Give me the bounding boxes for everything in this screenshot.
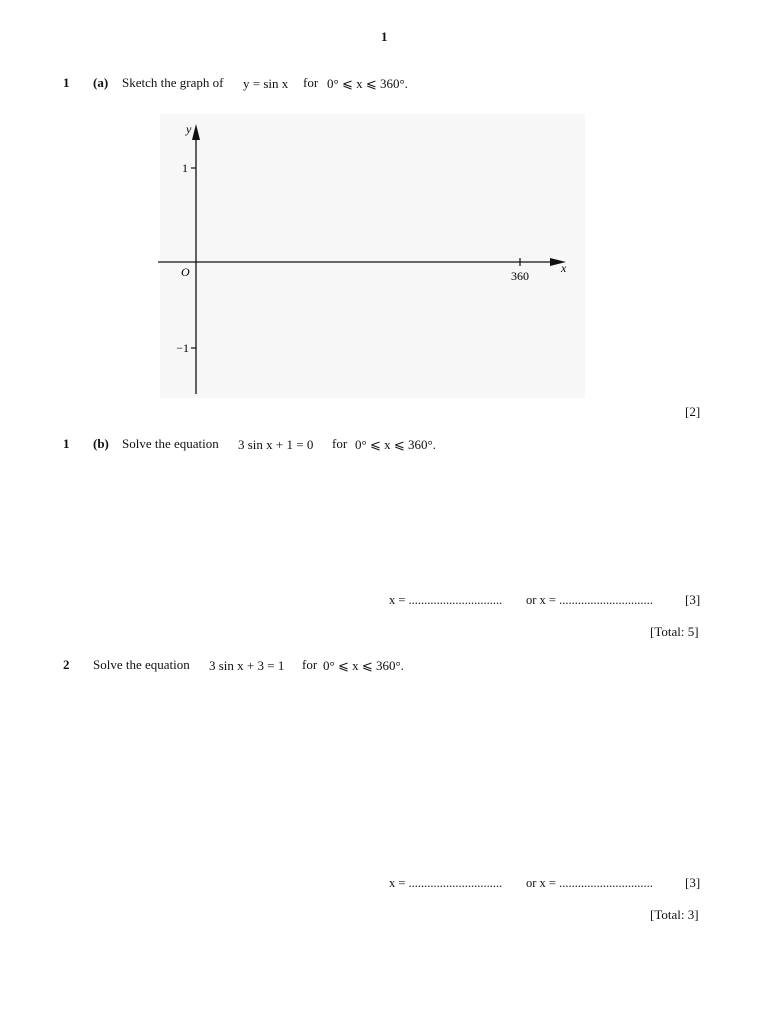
q1b-domain: 0° ⩽ x ⩽ 360°. (355, 437, 436, 452)
q1a-number: 1 (63, 75, 70, 90)
q2-answer-x[interactable]: x = .............................. (389, 876, 503, 890)
q1b-for: for (332, 436, 348, 451)
page-number: 1 (381, 29, 388, 44)
q2-marks: [3] (685, 875, 701, 890)
y-axis-label: y (186, 122, 192, 136)
q1a-marks: [2] (685, 404, 701, 419)
q1a-graph (150, 110, 590, 402)
q2-number: 2 (63, 657, 70, 672)
q2-answer-or-x[interactable]: or x = .............................. (526, 876, 653, 890)
q1b-marks: [3] (685, 592, 701, 607)
y-tick-label-minus-1: −1 (176, 341, 189, 355)
q2-total: [Total: 3] (650, 907, 699, 922)
graph-background (160, 114, 585, 398)
y-tick-label-1: 1 (182, 161, 188, 175)
q1b-text: Solve the equation (122, 436, 219, 451)
x-tick-label-360: 360 (511, 269, 529, 283)
x-axis-label: x (561, 261, 567, 275)
q1a-text: Sketch the graph of (122, 75, 224, 90)
q2-text: Solve the equation (93, 657, 190, 672)
q1-total: [Total: 5] (650, 624, 699, 639)
origin-label: O (181, 265, 190, 279)
q1a-for: for (303, 75, 319, 90)
q1a-part: (a) (93, 75, 109, 90)
q2-for: for (302, 657, 318, 672)
q2-equation: 3 sin x + 3 = 1 (209, 658, 285, 673)
q2-domain: 0° ⩽ x ⩽ 360°. (323, 658, 404, 673)
q1b-part: (b) (93, 436, 109, 451)
q1a-domain: 0° ⩽ x ⩽ 360°. (327, 76, 408, 91)
q1b-equation: 3 sin x + 1 = 0 (238, 437, 314, 452)
q1b-answer-x[interactable]: x = .............................. (389, 593, 503, 607)
q1a-equation: y = sin x (243, 76, 289, 91)
q1b-number: 1 (63, 436, 70, 451)
q1b-answer-or-x[interactable]: or x = .............................. (526, 593, 653, 607)
